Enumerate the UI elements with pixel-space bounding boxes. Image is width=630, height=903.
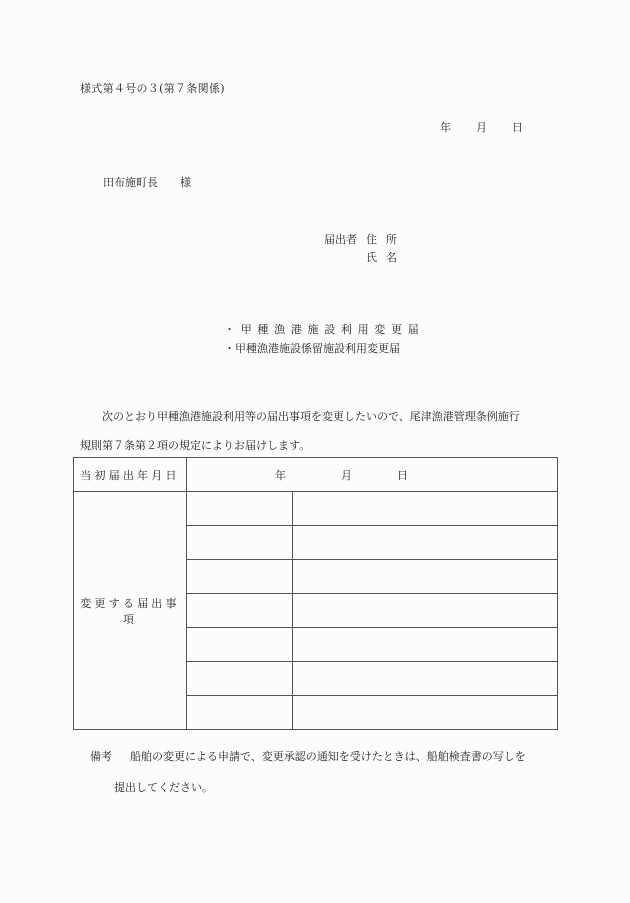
submission-date: [440, 119, 523, 135]
changed-item-cell[interactable]: [187, 696, 293, 730]
changed-item-cell[interactable]: [187, 662, 293, 696]
changed-item-cell[interactable]: [187, 526, 293, 560]
remarks-heading: 備考: [90, 750, 112, 763]
submitter-block: [324, 231, 406, 267]
original-date-label: 当初届出年月日: [74, 458, 187, 492]
original-date-row: [74, 458, 558, 492]
remarks-line-2: 提出してください。: [114, 781, 213, 794]
recipient: [103, 174, 191, 190]
form-titles: [224, 321, 424, 356]
body-line-1: 次のとおり甲種漁港施設利用等の届出事項を変更したいので、尾津漁港管理条例施行: [102, 410, 520, 423]
table-row: [74, 492, 558, 526]
changed-item-cell[interactable]: [187, 492, 293, 526]
remarks-line-1: 船舶の変更による申請で、変更承認の通知を受けたときは、船舶検査書の写しを: [130, 750, 526, 763]
change-details-table: [73, 457, 558, 730]
name-label: 氏名: [366, 251, 406, 264]
original-date-day: 日: [397, 468, 408, 482]
original-date-month: 月: [341, 468, 352, 482]
address-label: 住所: [366, 233, 406, 246]
changed-item-cell[interactable]: [187, 594, 293, 628]
original-date-field[interactable]: [187, 458, 558, 492]
changed-value-cell[interactable]: [293, 560, 558, 594]
changed-item-cell[interactable]: [187, 628, 293, 662]
changed-items-label: 変更する届出事項: [74, 492, 187, 730]
date-year-label: 年: [440, 121, 451, 134]
date-month-label: 月: [476, 121, 487, 134]
changed-value-cell[interactable]: [293, 594, 558, 628]
body-line-2: 規則第７条第２項の規定によりお届けします。: [80, 439, 311, 452]
recipient-name: 田布施町長: [103, 176, 158, 189]
remarks: [90, 741, 560, 803]
title-facility-use-change: ・甲種漁港施設利用変更届: [224, 323, 425, 336]
submitter-label: 届出者: [324, 233, 357, 246]
changed-value-cell[interactable]: [293, 628, 558, 662]
recipient-honorific: 様: [180, 176, 191, 189]
changed-item-cell[interactable]: [187, 560, 293, 594]
body-text: [80, 402, 560, 460]
changed-value-cell[interactable]: [293, 696, 558, 730]
title-mooring-facility-use-change: ・甲種漁港施設係留施設利用変更届: [224, 342, 400, 355]
date-day-label: 日: [512, 121, 523, 134]
changed-value-cell[interactable]: [293, 526, 558, 560]
form-number: 様式第４号の３(第７条関係): [80, 82, 225, 95]
changed-value-cell[interactable]: [293, 492, 558, 526]
changed-value-cell[interactable]: [293, 662, 558, 696]
original-date-year: 年: [275, 468, 286, 482]
